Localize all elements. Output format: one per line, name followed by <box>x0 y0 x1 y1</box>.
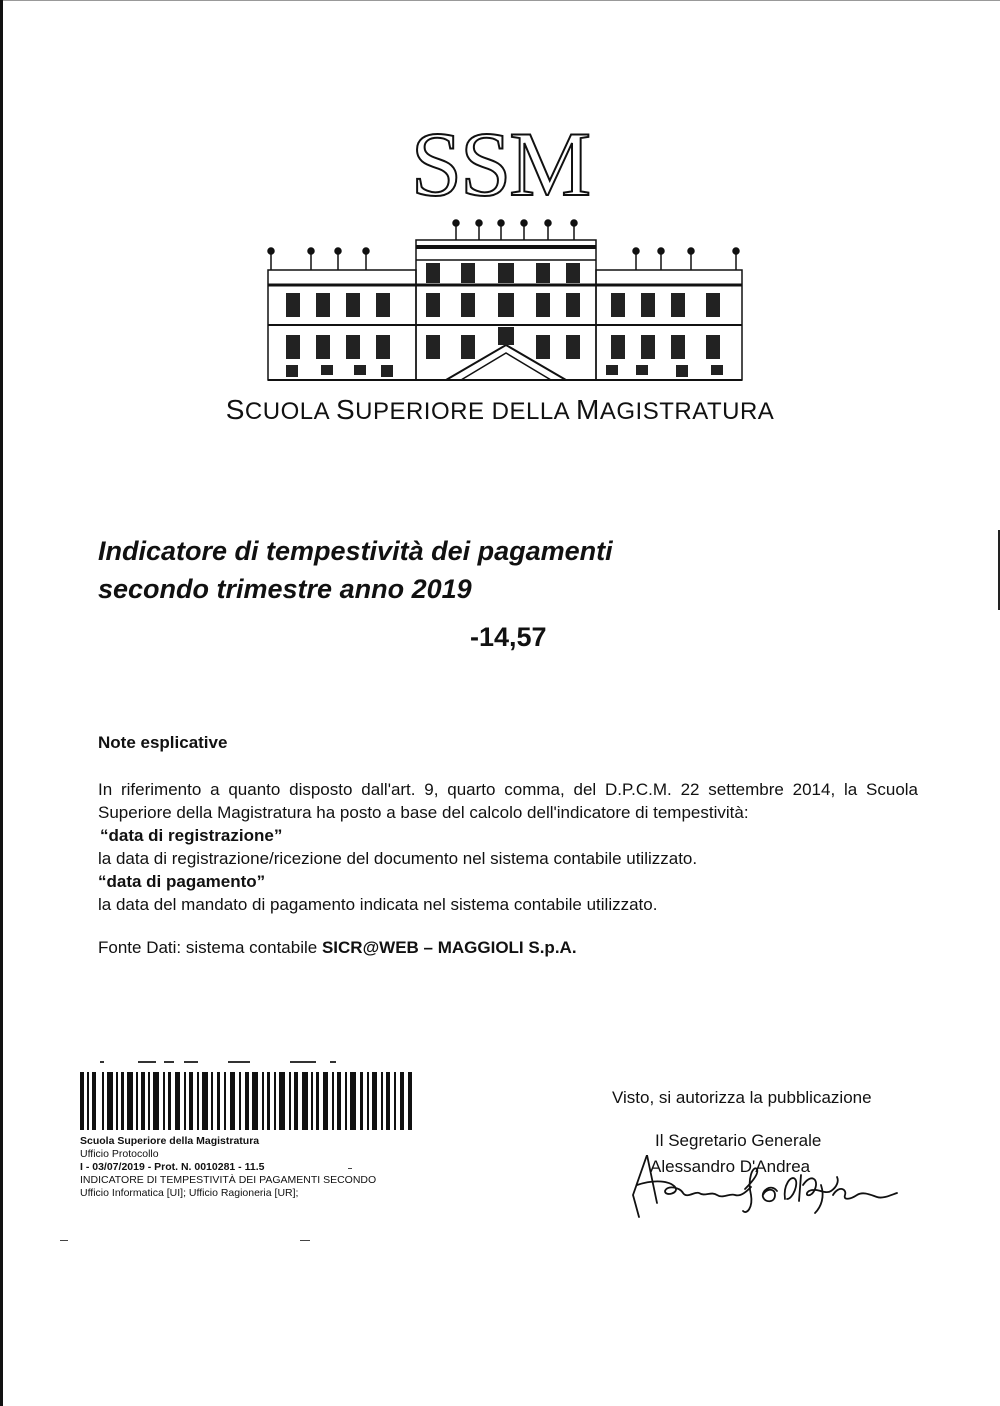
term-registration-date: “data di registrazione” <box>100 826 283 845</box>
ssm-logo: SSM <box>410 113 590 215</box>
data-source: Fonte Dati: sistema contabile SICR@WEB – MAGGIOLI S.p.A. <box>98 938 577 957</box>
title-line-1: Indicatore di tempestività dei pagamenti <box>98 536 613 566</box>
protocol-stamp <box>80 1135 440 1200</box>
building-facade-icon <box>266 215 744 385</box>
barcode-top-marks <box>100 1060 360 1064</box>
notes-intro-line-1: In riferimento a quanto disposto dall'art. 9, quarto comma, del D.P.C.M. 22 settembre 2014, la Scuola <box>98 780 918 799</box>
protocol-institution: Scuola Superiore della Magistratura <box>80 1135 260 1147</box>
notes-heading: Note esplicative <box>98 733 228 752</box>
data-source-value: SICR@WEB – MAGGIOLI S.p.A. <box>321 938 577 957</box>
term-payment-date: “data di pagamento” <box>98 872 266 891</box>
handwritten-signature <box>625 1155 900 1225</box>
signatory-name: Alessandro D'Andrea <box>650 1157 811 1176</box>
notes-body <box>98 778 918 916</box>
term-payment-desc: la data del mandato di pagamento indicata nel sistema contabile utilizzato. <box>98 895 658 914</box>
protocol-offices: Ufficio Informatica [UI]; Ufficio Ragioneria [UR]; <box>80 1187 299 1199</box>
scan-mark <box>300 1240 310 1241</box>
protocol-number: I - 03/07/2019 - Prot. N. 0010281 - 11.5 <box>80 1161 265 1173</box>
signatory-role: Il Segretario Generale <box>655 1131 822 1150</box>
institution-name: SCUOLA SUPERIORE DELLA MAGISTRATURA <box>225 394 775 425</box>
notes-intro-line-2: Superiore della Magistratura ha posto a base del calcolo dell'indicatore di tempestività: <box>98 803 749 822</box>
scan-edge-top <box>0 0 1000 1</box>
scan-edge-left <box>0 0 3 1406</box>
protocol-barcode <box>80 1072 412 1130</box>
protocol-office: Ufficio Protocollo <box>80 1148 159 1160</box>
protocol-subject: INDICATORE DI TEMPESTIVITÀ DEI PAGAMENTI SECONDO <box>80 1174 377 1186</box>
scan-mark <box>60 1240 68 1241</box>
indicator-value: -14,57 <box>470 622 547 652</box>
scan-mark <box>348 1168 352 1169</box>
approval-text: Visto, si autorizza la pubblicazione <box>612 1088 872 1107</box>
term-registration-desc: la data di registrazione/ricezione del documento nel sistema contabile utilizzato. <box>98 849 698 868</box>
document-title <box>98 532 798 608</box>
title-line-2: secondo trimestre anno 2019 <box>98 574 472 604</box>
